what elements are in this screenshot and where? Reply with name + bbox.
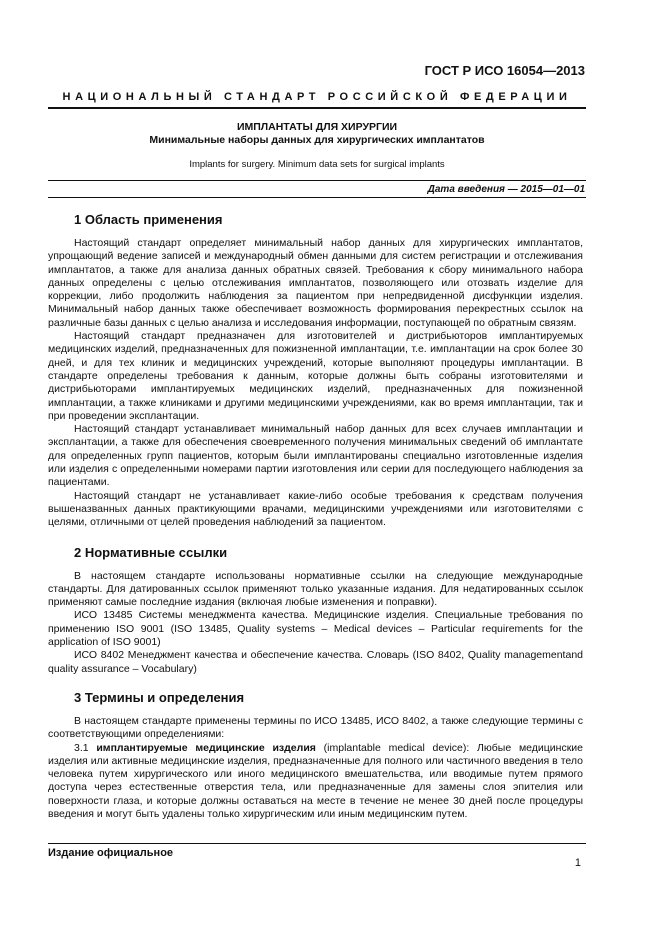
page-number: 1 xyxy=(574,857,581,869)
term-number: 3.1 xyxy=(74,741,97,754)
introduction-date: Дата введения — 2015—01—01 xyxy=(427,184,585,195)
paragraph: Настоящий стандарт устанавливает минимальный набор данных для всех случаев имплантации и эксплантации, а также для обеспечения своевременного получения минимальных сведений об имплантате для определенных групп пациентов, которым были имплантированы специально изготовленные изделия или изделия с определенными номерами партии изготовления или серии для последующего наблюдения за пациентами. xyxy=(48,423,583,489)
national-standard-header: НАЦИОНАЛЬНЫЙ СТАНДАРТ РОССИЙСКОЙ ФЕДЕРАЦИИ xyxy=(62,91,572,103)
section-terms xyxy=(48,690,583,821)
section-title: 2 Нормативные ссылки xyxy=(74,544,228,560)
section-title: 1 Область применения xyxy=(74,212,223,227)
term-text: (implantable medical device): Любые медицинские изделия или активные медицинские изделия, предназначенные для полного или частичного введения в тело человека путем хирургического или иного медицинского вмешательства, или вводимые путем прямого доступа через естественные отверстия тела, или предназначенные для замены слоя эпителия или поверхности глаза, и которые должны оставаться на месте в течение не менее 30 дней после процедуры введения и могут быть удалены только хирургическим или иным медицинским путем. xyxy=(48,741,583,820)
paragraph: В настоящем стандарте применены термины по ИСО 13485, ИСО 8402, а также следующие термины с соответствующими определениями: xyxy=(48,714,583,741)
term-name: имплантируемые медицинские изделия xyxy=(96,741,316,754)
english-title: Implants for surgery. Minimum data sets for surgical implants xyxy=(189,159,445,170)
header-rule xyxy=(48,107,586,109)
date-rule xyxy=(48,197,586,198)
section-normative-references xyxy=(48,545,583,676)
document-title: ИМПЛАНТАТЫ ДЛЯ ХИРУРГИИ xyxy=(236,121,398,133)
document-subtitle: Минимальные наборы данных для хирургических имплантатов xyxy=(149,134,485,146)
paragraph: Настоящий стандарт не устанавливает какие-либо особые требования к средствам получения вышеназванных данных практикующими врачами, медицинскими учреждениями или изготовителями с целями, отличными от целей проведения наблюдений за пациентом. xyxy=(48,489,583,529)
document-body xyxy=(48,212,583,821)
paragraph: В настоящем стандарте использованы нормативные ссылки на следующие международные стандарты. Для датированных ссылок применяют только указанные издания. Для недатированных ссылок применяют самые последние издания (включая любые изменения и поправки). xyxy=(48,569,583,609)
section-scope xyxy=(48,212,583,530)
title-block xyxy=(48,121,586,171)
paragraph: ИСО 13485 Системы менеджмента качества. Медицинские изделия. Специальные требования по применению ISO 9001 (ISO 13485, Quality systems – Medical devices – Particular requirements for the application of ISO 9001) xyxy=(48,609,583,649)
term-definition xyxy=(48,742,583,822)
footer-rule xyxy=(48,843,586,844)
paragraph: Настоящий стандарт определяет минимальный набор данных для хирургических имплантатов, упрощающий ведение записей и международный обмен данными для систем регистрации и отслеживания имплантатов, а также для анализа данных обратных связей. Требования к сбору минимального набора данных определены с целью отслеживания имплантатов, позволяющего или отозвать изделие для коррекции, либо продолжить наблюдения за пациентом при непредвиденной дисфункции изделия. Минимальный набор данных также обеспечивает возможность формирования перекрестных ссылок на различные базы данных с целью анализа и исследования информации, поступающей по обратным связям. xyxy=(48,237,583,329)
title-rule xyxy=(48,180,586,181)
paragraph: ИСО 8402 Менеджмент качества и обеспечение качества. Словарь (ISO 8402, Quality managementand quality assurance – Vocabulary) xyxy=(48,649,583,675)
paragraph: Настоящий стандарт предназначен для изготовителей и дистрибьюторов имплантируемых медицинских изделий, предназначенных для пожизненной имплантации, т.е. имплантации на срок более 30 дней, и для тех клиник и медицинских учреждений, которые выполняют процедуры имплантации. В стандарте определены требования к данным, которые должны быть собраны изготовителями и дистрибьюторами имплантируемых медицинских изделий, предназначенных для пожизненной имплантации, а также клиниками и другими медицинскими учреждениями, как во время имплантации, так и при проведении эксплантации. xyxy=(48,330,583,422)
section-title: 3 Термины и определения xyxy=(74,689,245,705)
document-code: ГОСТ Р ИСО 16054—2013 xyxy=(424,63,585,78)
edition-label: Издание официальное xyxy=(48,847,174,859)
